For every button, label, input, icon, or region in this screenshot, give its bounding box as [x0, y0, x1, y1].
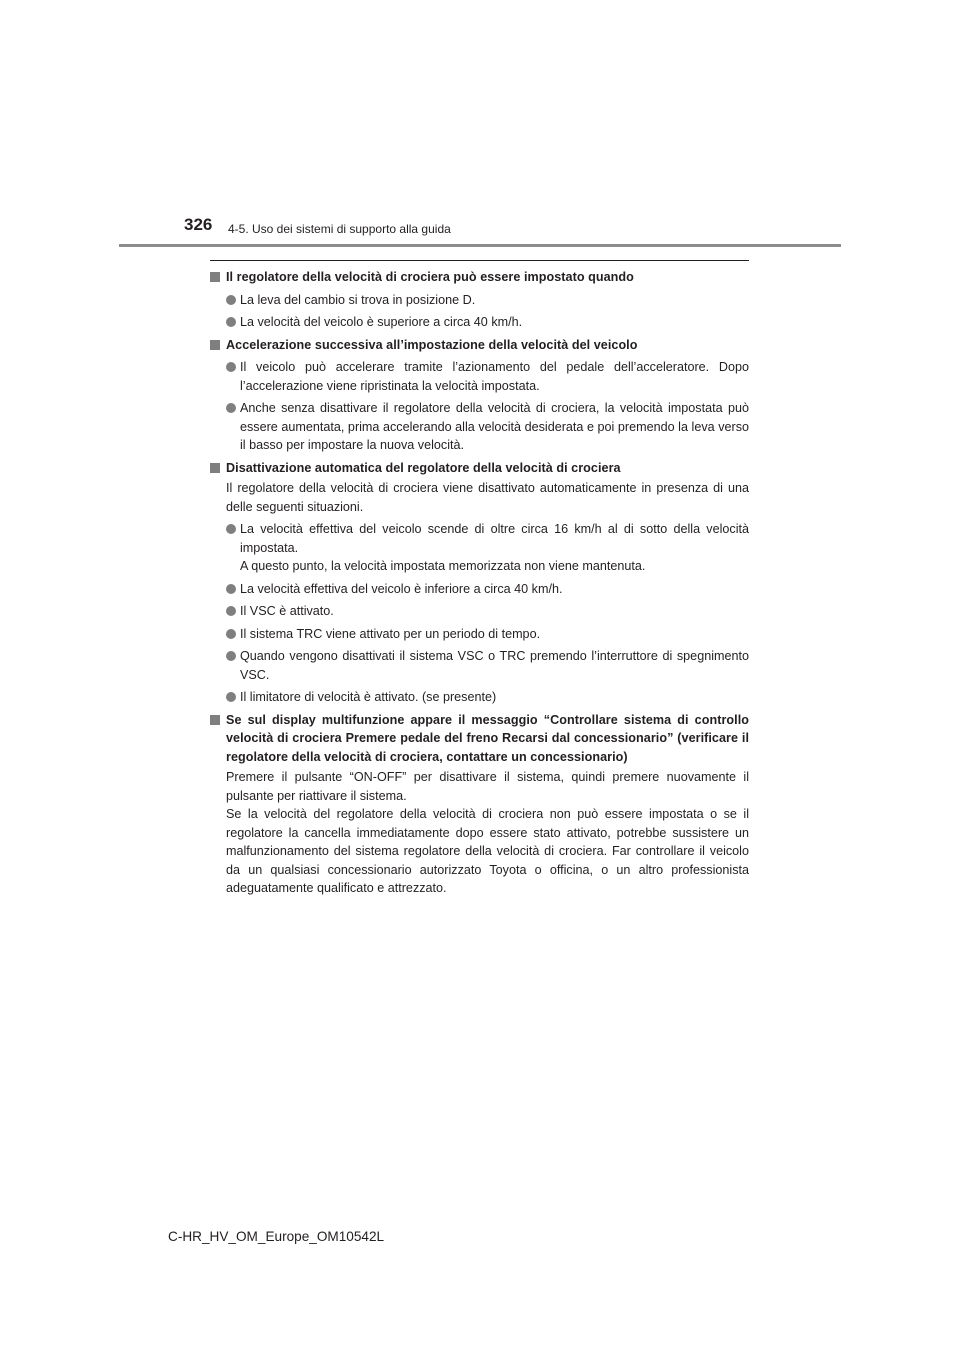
list-item-text: La leva del cambio si trova in posizione D. — [240, 292, 476, 307]
section-heading: Il regolatore della velocità di crociera può essere impostato quando — [226, 270, 634, 284]
round-bullet-icon — [226, 692, 236, 702]
list-item — [226, 358, 749, 395]
list-item — [226, 520, 749, 576]
list-item — [226, 291, 749, 310]
section-heading: Se sul display multifunzione appare il messaggio “Controllare sistema di controllo velocità di crociera Premere pedale del freno Recarsi dal concessionario” (verificare il regolatore della velocità di crociera, contattare un concessionario) — [226, 712, 749, 764]
list-item — [226, 647, 749, 684]
footer-code: C-HR_HV_OM_Europe_OM10542L — [168, 1229, 385, 1244]
list-item-text: Il VSC è attivato. — [240, 604, 334, 618]
page-content — [210, 268, 749, 898]
square-bullet-icon — [210, 272, 220, 282]
section-paragraph: Premere il pulsante “ON-OFF” per disattivare il sistema, quindi premere nuovamente il pulsante per riattivare il sistema. — [226, 770, 749, 803]
list-item-text: La velocità del veicolo è superiore a circa 40 km/h. — [240, 315, 523, 329]
list-item — [226, 313, 749, 332]
section-heading: Accelerazione successiva all’impostazione della velocità del veicolo — [226, 337, 638, 352]
section — [210, 459, 749, 707]
round-bullet-icon — [226, 524, 236, 534]
content-divider — [210, 260, 749, 261]
section-paragraph: Se la velocità del regolatore della velocità di crociera non può essere impostata o se il regolatore la cancella immediatamente dopo essere stato attivato, potrebbe sussistere un malfunzionamento del sistema regolatore della velocità di crociera. Far controllare il veicolo da un qualsiasi concessionario autorizzato Toyota o officina, o un altro professionista adeguatamente qualificato e attrezzato. — [226, 807, 749, 895]
square-bullet-icon — [210, 340, 220, 350]
section-paragraph: Il regolatore della velocità di crociera viene disattivato automaticamente in presenza di una delle seguenti situazioni. — [226, 481, 749, 514]
list-item-text: La velocità effettiva del veicolo è inferiore a circa 40 km/h. — [240, 581, 563, 596]
bullet-list — [226, 358, 749, 455]
section — [210, 711, 749, 898]
bullet-list — [226, 291, 749, 332]
list-item-text: A questo punto, la velocità impostata memorizzata non viene mantenuta. — [240, 559, 646, 573]
round-bullet-icon — [226, 362, 236, 372]
section-title: 4-5. Uso dei sistemi di supporto alla guida — [228, 222, 451, 236]
round-bullet-icon — [226, 606, 236, 616]
square-bullet-icon — [210, 463, 220, 473]
page-number: 326 — [184, 215, 213, 234]
round-bullet-icon — [226, 584, 236, 594]
list-item-text: Il limitatore di velocità è attivato. (se presente) — [240, 690, 497, 704]
round-bullet-icon — [226, 629, 236, 639]
list-item — [226, 580, 749, 599]
list-item-text: Anche senza disattivare il regolatore della velocità di crociera, la velocità impostata può essere aumentata, prima accelerando alla velocità desiderata e poi premendo la leva verso il basso per impostare la nuova velocità. — [240, 401, 749, 452]
list-item-text: La velocità effettiva del veicolo scende di oltre circa 16 km/h al di sotto della velocità impostata. — [240, 522, 749, 555]
header-divider — [119, 244, 841, 247]
square-bullet-icon — [210, 715, 220, 725]
round-bullet-icon — [226, 295, 236, 305]
section — [210, 336, 749, 455]
list-item — [226, 688, 749, 707]
round-bullet-icon — [226, 651, 236, 661]
list-item — [226, 602, 749, 621]
list-item-text: Il veicolo può accelerare tramite l’azionamento del pedale dell’acceleratore. Dopo l’accelerazione viene ripristinata la velocità impostata. — [240, 360, 749, 393]
list-item — [226, 625, 749, 644]
round-bullet-icon — [226, 403, 236, 413]
list-item-text: Il sistema TRC viene attivato per un periodo di tempo. — [240, 626, 541, 641]
round-bullet-icon — [226, 317, 236, 327]
section-heading: Disattivazione automatica del regolatore della velocità di crociera — [226, 460, 621, 475]
bullet-list — [226, 520, 749, 707]
section — [210, 268, 749, 332]
list-item-text: Quando vengono disattivati il sistema VSC o TRC premendo l’interruttore di spegnimento VSC. — [240, 649, 749, 682]
list-item — [226, 399, 749, 455]
